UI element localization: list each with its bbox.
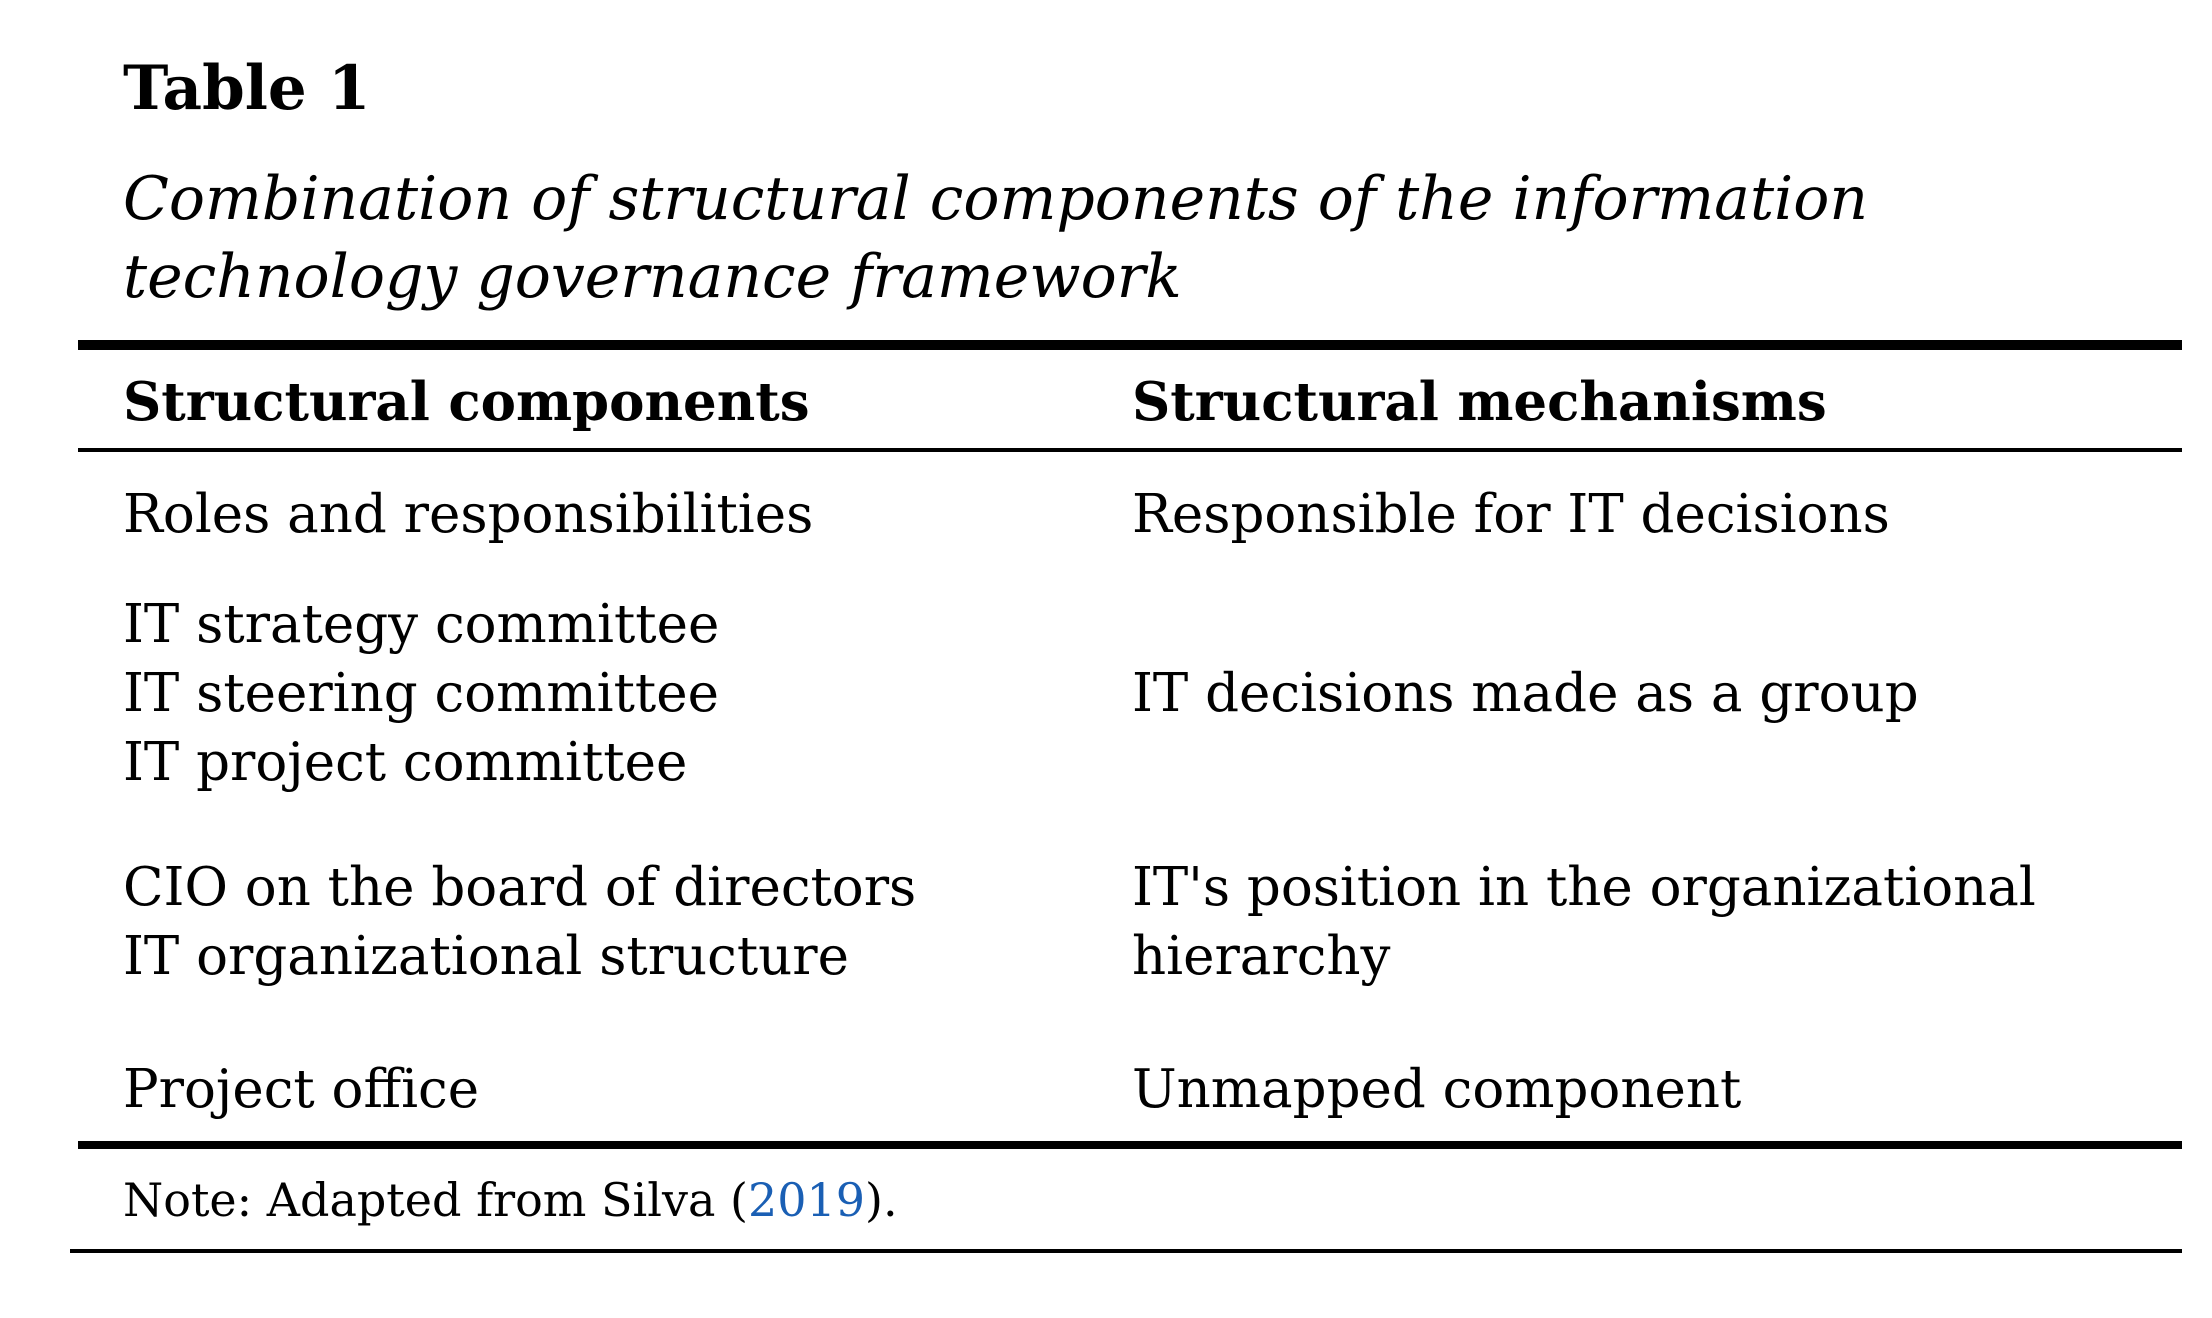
component-cell: Roles and responsibilities	[123, 484, 814, 545]
note-suffix: ).	[865, 1173, 898, 1227]
mechanism-cell: Unmapped component	[1132, 1059, 1742, 1120]
note-prefix: Note: Adapted from Silva (	[123, 1173, 748, 1227]
table-caption: Combination of structural components of the information technology governance framework	[123, 164, 1869, 312]
citation-link[interactable]: 2019	[747, 1173, 866, 1227]
table-label: Table 1	[123, 53, 371, 124]
mechanism-cell: Responsible for IT decisions	[1132, 484, 1890, 545]
header-structural-mechanisms: Structural mechanisms	[1132, 371, 1827, 433]
component-cell: IT steering committee	[123, 663, 719, 724]
mechanism-cell: hierarchy	[1132, 926, 1391, 987]
table-row-3-components	[123, 853, 916, 991]
table-row-1-mechanisms	[1132, 480, 1890, 549]
table-row-4-components	[123, 1055, 479, 1124]
bottom-rule	[78, 1141, 2182, 1149]
table-row-4-mechanisms	[1132, 1055, 1741, 1124]
component-cell: IT organizational structure	[123, 926, 849, 987]
mechanism-cell: IT's position in the organizational	[1132, 857, 2036, 918]
table-row-2-mechanisms	[1132, 659, 1919, 728]
component-cell: IT strategy committee	[123, 594, 720, 655]
component-cell: CIO on the board of directors	[123, 857, 917, 918]
mechanism-cell: IT decisions made as a group	[1132, 663, 1919, 724]
header-structural-components: Structural components	[123, 371, 810, 433]
table-note	[123, 1170, 898, 1230]
component-cell: IT project committee	[123, 732, 688, 793]
top-rule	[78, 340, 2182, 350]
table-row-1-components	[123, 480, 813, 549]
header-rule	[78, 448, 2182, 452]
table-row-3-mechanisms	[1132, 853, 2036, 991]
table-row-2-components	[123, 590, 719, 797]
note-rule	[70, 1249, 2182, 1253]
component-cell: Project office	[123, 1059, 480, 1120]
